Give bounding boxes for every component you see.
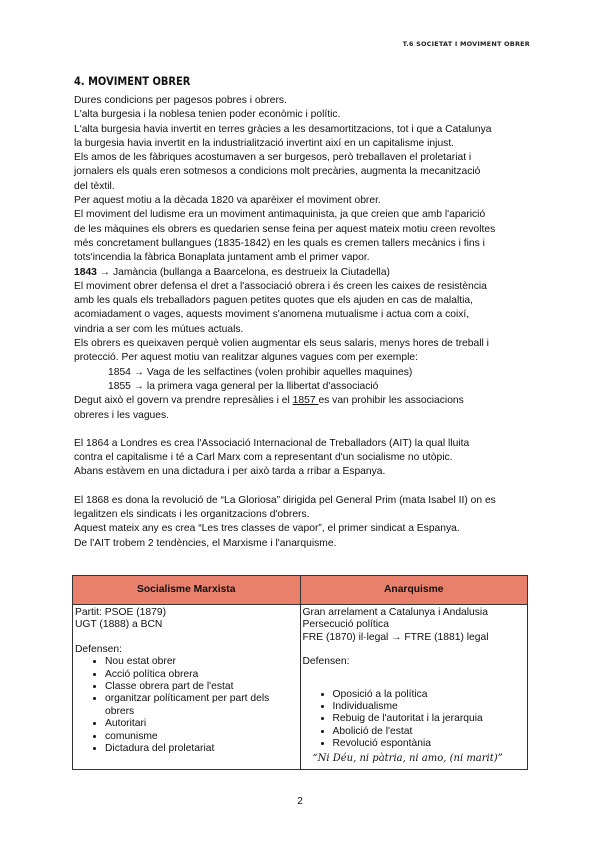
cell-anarquisme: Gran arrelament a Catalunya i Andalusia Persecució política FRE (1870) il·legal → FTRE (1881) legal Defensen: • Oposició a la política • Individualisme • Rebuig de l'autoritat i la jerarquia • Abolició de l'estat • Revolució espontània “Ni Déu, ni pàtria, ni amo, (ni marit)” <box>300 605 528 770</box>
anarchist-quote: “Ni Déu, ni pàtria, ni amo, (ni marit)” <box>312 752 503 764</box>
paragraph-line: El 1864 a Londres es crea l'Associació Internacional de Treballadors (AIT) la qual lluita <box>74 437 470 449</box>
list-item: • Rebuig de l'autoritat i la jerarquia <box>333 713 526 725</box>
paragraph-line-1843: 1843 → Jamància (bullanga a Baarcelona, es destrueix la Ciutadella) <box>74 266 390 278</box>
paragraph-line: jornalers els quals eren sotmesos a condicions molt precàries, augmenta la mecanització <box>74 166 481 178</box>
paragraph-line: Degut això el govern va prendre represàlies i el 1857 es van prohibir les associacions <box>74 395 464 407</box>
paragraph-line: més concretament bullangues (1835-1842) en les quals es cremen tallers mecànics i fins i <box>74 237 485 249</box>
comparison-table <box>72 575 528 770</box>
paragraph-line: Els obrers es queixaven perquè volien augmentar els seus salaris, menys hores de treball i <box>74 338 489 350</box>
list-item: • Nou estat obrer <box>105 656 298 668</box>
list-item: • comunisme <box>105 731 298 743</box>
socialisme-list <box>75 656 298 755</box>
paragraph-line: Dures condicions per pagesos pobres i obrers. <box>74 95 287 106</box>
paragraph-line: la burgesia havia invertit en la industrialització invertint així en un capitalisme injust. <box>74 137 455 149</box>
list-item: • Oposició a la política <box>333 689 526 701</box>
paragraph-line: De l'AIT trobem 2 tendències, el Marxisme i l'anarquisme. <box>74 537 337 549</box>
list-item: • Classe obrera part de l'estat <box>105 681 298 693</box>
list-item: • Autoritari <box>105 718 298 730</box>
strike-item: 1854 → Vaga de les selfactines (volen prohibir aquelles maquines) <box>108 366 413 378</box>
year-1857: 1857 <box>292 395 319 407</box>
paragraph-line: del tèxtil. <box>74 180 115 192</box>
paragraph-line: de les màquines els obrers es quedarien sense feina per aquest mateix motiu creen revoltes <box>74 223 496 235</box>
section-title: 4. MOVIMENT OBRER <box>74 74 191 88</box>
list-item: • Revolució espontània <box>333 738 526 750</box>
list-item: • Abolició de l'estat <box>333 726 526 738</box>
paragraph-line: acomiadament o vages, aquests moviment s'anomena mutualisme i actua com a coixí, <box>74 309 470 321</box>
list-item: • Individualisme <box>333 701 526 713</box>
paragraph-line: El moviment del ludisme era un moviment antimaquinista, ja que creien que amb l'aparició <box>74 209 486 221</box>
anarquisme-list <box>303 689 526 751</box>
paragraph-line: Els amos de les fàbriques acostumaven a ser burgesos, però treballaven el proletariat i <box>74 152 472 164</box>
paragraph-line: El 1868 es dona la revolució de “La Gloriosa” dirigida pel General Prim (mata Isabel II) on es <box>74 494 496 506</box>
paragraph-line: El moviment obrer defensa el dret a l'associació obrera i és creen les caixes de resistència <box>74 280 487 292</box>
paragraph-line: Aquest mateix any es crea “Les tres classes de vapor”, el primer sindicat a Espanya. <box>74 523 460 535</box>
header-socialisme: Socialisme Marxista <box>73 576 301 605</box>
header-anarquisme: Anarquisme <box>300 576 528 605</box>
list-item: • organitzar políticament per part dels obrers <box>105 693 298 718</box>
paragraph-line: L'alta burgesia i la noblesa tenien poder econòmic i polític. <box>74 109 341 121</box>
list-item: • Dictadura del proletariat <box>105 743 298 755</box>
year-1843: 1843 <box>74 266 97 278</box>
body-text <box>74 94 534 551</box>
paragraph-line: amb les quals els treballadors paguen petites quotes que els ajuden en cas de malaltia, <box>74 295 473 307</box>
paragraph-line: L'alta burgesia havia invertit en terres gràcies a les desamortitzacions, tot i que a Catalunya <box>74 123 492 135</box>
paragraph-line: protecció. Per aquest motiu van realitzar algunes vagues com per exemple: <box>74 352 418 364</box>
cell-socialisme: Partit: PSOE (1879) UGT (1888) a BCN Defensen: • Nou estat obrer • Acció política obrera • Classe obrera part de l'estat • organitzar políticament per part dels obrers • Autoritari • comunisme • Dictadura del proletariat <box>73 605 301 770</box>
paragraph-line: Abans estàvem en una dictadura i per això tarda a rribar a Espanya. <box>74 466 386 478</box>
list-item: • Acció política obrera <box>105 669 298 681</box>
running-header: T.6 SOCIETAT I MOVIMENT OBRER <box>402 40 530 48</box>
paragraph-line: legalitzen els sindicats i les organitzacions d'obrers. <box>74 509 310 521</box>
strike-item: 1855 → la primera vaga general per la llibertat d'associació <box>108 380 379 392</box>
paragraph-line: tots'incendia la fàbrica Bonaplata juntament amb el primer vapor. <box>74 252 370 264</box>
page-number: 2 <box>297 796 303 807</box>
paragraph-line: vindria a ser com les mútues actuals. <box>74 323 244 335</box>
paragraph-line: Per aquest motiu a la dècada 1820 va aparèixer el moviment obrer. <box>74 195 381 207</box>
paragraph-line: contra el capitalisme i té a Carl Marx com a representant d'un socialisme no utòpic. <box>74 452 453 464</box>
paragraph-line: obreres i les vagues. <box>74 409 170 421</box>
